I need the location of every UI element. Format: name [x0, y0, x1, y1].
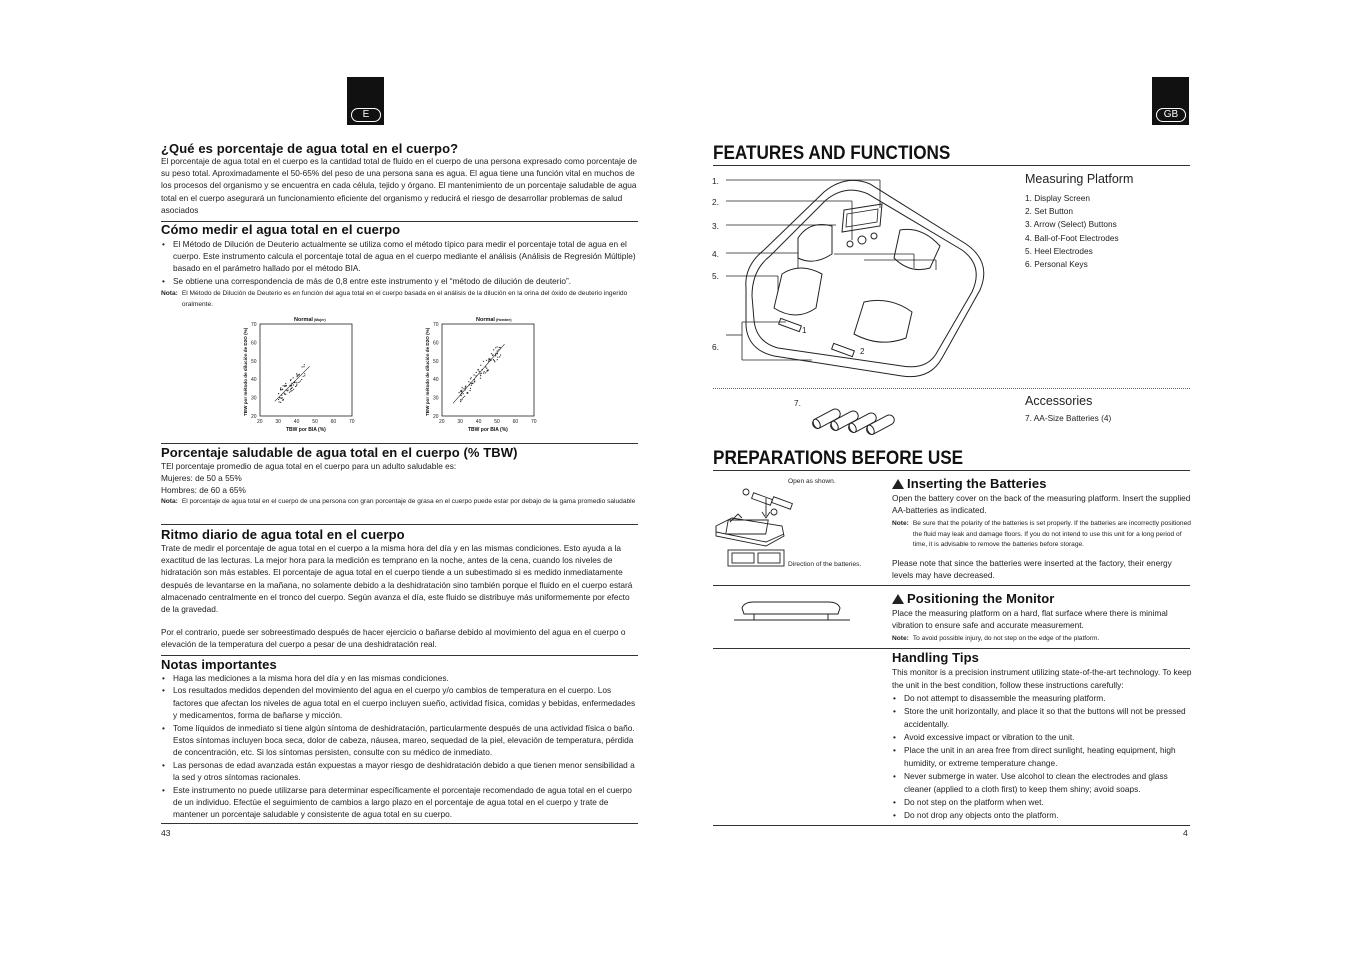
list-item: • Haga las mediciones a la misma hora del día y en las mismas condiciones. [161, 672, 639, 684]
note-text: El Método de Dilución de Deuterio es en función del agua total en el cuerpo basada en el análisis de la dilución en la orina del óxido de deuterio ingerido oralmente. [181, 290, 628, 308]
section-divider [161, 655, 638, 656]
key-label: 1 [802, 326, 807, 335]
data-point [494, 360, 495, 361]
data-point [470, 378, 471, 379]
regression-line [275, 366, 310, 401]
data-point [304, 364, 305, 365]
accessories-list [1025, 412, 1111, 425]
data-point [296, 373, 297, 374]
data-point [481, 373, 482, 374]
data-point [497, 346, 498, 347]
platform-side-illustration [734, 598, 850, 626]
x-tick-label: 30 [275, 419, 281, 425]
data-point [300, 381, 301, 382]
data-point [472, 383, 473, 384]
data-point [464, 396, 465, 397]
data-point [460, 401, 461, 402]
data-point [303, 376, 304, 377]
data-point [302, 366, 303, 367]
text-line-men: Hombres: de 60 a 65% [161, 485, 246, 496]
data-point [495, 355, 496, 356]
data-point [296, 382, 297, 383]
data-point [293, 377, 294, 378]
data-point [463, 397, 464, 398]
features-title: FEATURES AND FUNCTIONS [713, 142, 951, 164]
data-point [461, 391, 462, 392]
callout-7: 7. [794, 398, 801, 408]
y-tick-label: 40 [251, 377, 257, 384]
data-point [283, 385, 284, 386]
data-point [480, 365, 481, 366]
data-point [278, 393, 279, 394]
data-point [493, 349, 494, 350]
data-point [293, 384, 294, 385]
list-item: • Las personas de edad avanzada están expuestas a mayor riesgo de deshidratación debido a que tienen menor sensibilidad a la sed y otros síntomas racionales. [161, 759, 639, 784]
x-tick-label: 70 [531, 419, 537, 425]
data-point [479, 371, 480, 372]
data-point [497, 357, 498, 358]
data-point [463, 388, 464, 389]
data-point [476, 372, 477, 373]
bullet-list [161, 672, 639, 821]
aa-batteries-illustration [806, 396, 906, 438]
note-label: Note: [892, 520, 909, 527]
section-divider [161, 823, 638, 824]
text-line: TEl porcentaje promedio de agua total en el cuerpo para un adulto saludable es: [161, 461, 457, 471]
data-point [499, 347, 500, 348]
list-item: • Se obtiene una correspondencia de más de 0,8 entre este instrumento y el “método de dilución de deuterio”. [161, 275, 639, 287]
data-point [461, 395, 462, 396]
list-item: • Store the unit horizontally, and place it so that the buttons will not be pressed accidentally. [892, 705, 1192, 731]
data-point [304, 375, 305, 376]
chart-title-sub: (Hombre) [495, 318, 512, 322]
x-tick-label: 40 [475, 419, 482, 425]
data-point [290, 379, 291, 380]
list-item: 6. Personal Keys [1025, 259, 1088, 270]
data-point [280, 387, 281, 388]
x-tick-label: 60 [330, 419, 337, 425]
data-point [303, 366, 304, 367]
handling-tips-title: Handling Tips [892, 650, 980, 665]
section-body-healthy-tbw [161, 460, 639, 497]
y-tick-label: 60 [251, 340, 257, 347]
data-point [497, 350, 498, 351]
list-item: 5. Heel Electrodes [1025, 245, 1093, 256]
data-point [291, 385, 292, 386]
section-divider [713, 165, 1190, 166]
data-point [284, 386, 285, 387]
y-tick-label: 40 [433, 377, 439, 384]
data-point [493, 359, 494, 360]
key-label: 2 [860, 347, 865, 356]
data-point [484, 371, 485, 372]
y-axis-label: TBW por método de dilución de D2O (%) [425, 327, 430, 416]
section-title-what-is-tbw: ¿Qué es porcentaje de agua total en el cuerpo? [161, 141, 459, 156]
measuring-platform-title: Measuring Platform [1025, 172, 1134, 186]
data-point [474, 374, 475, 375]
note-positioning [892, 634, 1192, 645]
data-point [285, 386, 286, 387]
section-body-how-to-measure [161, 238, 639, 287]
list-item: • Avoid excessive impact or vibration to the unit. [892, 731, 1192, 744]
data-point [465, 387, 466, 388]
right-page [676, 0, 1351, 954]
inserting-batteries-text-2: Please note that since the batteries were inserted at the factory, their energy levels may have decreased. [892, 558, 1172, 581]
list-item: 1. Display Screen [1025, 193, 1091, 203]
callout-2: 2. [712, 197, 719, 207]
data-point [499, 356, 500, 357]
y-tick-label: 20 [433, 414, 439, 420]
data-point [289, 392, 290, 393]
chart-title: Normal(Hombre) [476, 317, 512, 323]
language-tab-e [347, 77, 384, 125]
list-item: • El Método de Dilución de Deuterio actualmente se utiliza como el método típico para medir el porcentaje total de agua en el cuerpo. Este instrumento calcula el porcentaje total de agua en el cuerpo mediante el análisis (Análisis de Regresión Múltiple) basado en el parámetro hallado por el método BIA. [161, 238, 639, 275]
list-item: 4. Ball-of-Foot Electrodes [1025, 232, 1119, 243]
x-tick-label: 60 [512, 419, 519, 425]
data-point [285, 383, 286, 384]
positioning-title [892, 592, 1054, 606]
list-item: • Los resultados medidos dependen del movimiento del agua en el cuerpo y/o cambios de temperatura en el cuerpo. Los factores que afectan los niveles de agua total en el cuerpo incluyen sueño, actividad física, comidas y bebidas, enfermedades y medicamentos, forma de bañarse y micción. [161, 684, 639, 721]
handling-intro: This monitor is a precision instrument utilizing state-of-the-art technology. To keep the unit in the best condition, follow these instructions carefully: [892, 667, 1192, 690]
data-point [281, 389, 282, 390]
page-number: 43 [161, 828, 171, 838]
callout-6: 6. [712, 342, 719, 352]
data-point [282, 397, 283, 398]
section-title-how-to-measure [161, 223, 400, 237]
data-point [471, 377, 472, 378]
list-item: • Never submerge in water. Use alcohol to clean the electrodes and glass cleaner (applied to a cloth first) to keep them shiny; avoid soaps. [892, 770, 1192, 796]
callout-3: 3. [712, 221, 719, 231]
data-point [486, 371, 487, 372]
section-text-what-is-tbw: El porcentaje de agua total en el cuerpo es la cantidad total de fluido en el cuerpo de una persona expresado como porcentaje de su peso total. Aproximadamente el 50-65% del peso de una persona sana es agua. El agua tiene una función vital en muchos de los procesos del organismo y se encuentra en cada célula, tejido y órgano. El mantenimiento de un porcentaje saludable de agua total en el cuerpo asegurará un funcionamiento eficiente del organismo y reducirá el riesgo de desarrollar problemas de salud asociados [161, 156, 638, 215]
data-point [480, 375, 481, 376]
regression-line [453, 344, 505, 403]
callout-1: 1. [712, 176, 719, 186]
section-divider [713, 648, 1190, 649]
note-label: Nota: [161, 498, 178, 505]
x-tick-label: 20 [439, 419, 445, 425]
x-tick-label: 50 [312, 419, 318, 425]
data-point [486, 360, 487, 361]
bullet-list [161, 238, 639, 287]
data-point [298, 382, 299, 383]
y-tick-label: 70 [433, 322, 439, 328]
data-point [282, 400, 283, 401]
x-axis-label: TBW por BIA (%) [286, 427, 326, 433]
list-item: 2. Set Button [1025, 206, 1073, 217]
section-title-daily-rhythm: Ritmo diario de agua total en el cuerpo [161, 527, 405, 542]
data-point [287, 390, 288, 391]
data-point [468, 381, 469, 382]
y-tick-label: 50 [251, 358, 257, 365]
data-point [491, 353, 492, 354]
section-text-daily-rhythm-2: Por el contrario, puede ser sobreestimado después de hacer ejercicio o bañarse debido al movimiento del agua en el cuerpo o elevación de la temperatura del cuerpo a pesar de una deshidratación real. [161, 627, 626, 650]
chart-normal-male [420, 312, 542, 440]
dotted-divider [713, 388, 1190, 389]
data-point [460, 391, 461, 392]
chart-title-sub: (Mujer) [313, 318, 326, 322]
note-label: Note: [892, 635, 909, 642]
section-text-daily-rhythm: Trate de medir el porcentaje de agua total en el cuerpo a la misma hora del día y en las mismas condiciones. Esto ayuda a la exactitud de las lecturas. La mejor hora para la medición es temprano en la noche, antes de la cena, cuando los niveles de hidratación son más estables. El porcentaje de agua total en el cuerpo tiende a un subestimado si es medido inmediatamente después de levantarse en la mañana, no solamente debido a la deshidratación sino también porque el fluido en el cuerpo estará almacenado centralmente en el tronco del cuerpo. Según avanza el día, este fluido se distribuye más uniformemente por efecto de la gravedad. [161, 543, 633, 615]
note-text: To avoid possible injury, do not step on the edge of the platform. [912, 635, 1100, 642]
data-point [497, 359, 498, 360]
note-text: Be sure that the polarity of the batteries is set properly. If the batteries are incorrectly positioned the fluid may leak and damage floors. If you do not intend to use this unit for a long period of time, it is advisable to remove the batteries before storage. [912, 520, 1191, 549]
inserting-batteries-text: Open the battery cover on the back of the measuring platform. Insert the supplied AA-batteries as indicated. [892, 493, 1191, 516]
data-point [279, 401, 280, 402]
list-item: • Do not drop any objects onto the platform. [892, 809, 1192, 822]
warning-icon [892, 479, 904, 489]
callout-4: 4. [712, 249, 719, 259]
list-item: 3. Arrow (Select) Buttons [1025, 219, 1117, 230]
data-point [278, 399, 279, 400]
list-item: • Do not step on the platform when wet. [892, 796, 1192, 809]
data-point [470, 390, 471, 391]
data-point [480, 378, 481, 379]
figure-label-direction: Direction of the batteries. [788, 561, 862, 568]
section-title-healthy-tbw: Porcentaje saludable de agua total en el cuerpo (% TBW) [161, 445, 518, 460]
positioning-text: Place the measuring platform on a hard, flat surface where there is minimal vibration to ensure safe and accurate measurement. [892, 608, 1168, 631]
y-tick-label: 30 [433, 395, 439, 402]
bullet-list [892, 692, 1192, 822]
figure-label-open: Open as shown. [788, 478, 836, 485]
x-tick-label: 40 [293, 419, 300, 425]
callout-5: 5. [712, 271, 719, 281]
list-item: 7. AA-Size Batteries (4) [1025, 413, 1112, 423]
data-point [461, 399, 462, 400]
x-tick-label: 20 [257, 419, 263, 425]
section-divider [713, 585, 1190, 586]
y-tick-label: 20 [251, 414, 257, 420]
note-deuterium [161, 289, 639, 310]
page-number: 4 [1183, 828, 1188, 838]
y-tick-label: 70 [251, 322, 257, 328]
data-point [483, 373, 484, 374]
list-item: • Este instrumento no puede utilizarse para determinar específicamente el porcentaje recomendado de agua total en el cuerpo de un individuo. Efectúe el seguimiento de cambios a largo plazo en el porcentaje de agua total en el cuerpo y trate de mantener un porcentaje saludable y consistente de agua total en su cuerpo. [161, 784, 639, 821]
section-body-important-notes [161, 672, 639, 821]
section-divider [161, 443, 638, 444]
note-label: Nota: [161, 290, 178, 297]
data-point [477, 369, 478, 370]
data-point [495, 347, 496, 348]
y-tick-label: 30 [251, 395, 257, 402]
data-point [290, 391, 291, 392]
data-point [301, 379, 302, 380]
x-tick-label: 70 [349, 419, 355, 425]
section-title-text: Positioning the Monitor [907, 591, 1055, 606]
data-point [298, 374, 299, 375]
y-axis-label: TBW por método de dilución de D2O (%) [243, 327, 248, 416]
accessories-title: Accessories [1025, 394, 1093, 408]
data-point [291, 390, 292, 391]
data-point [280, 397, 281, 398]
data-point [296, 385, 297, 386]
data-point [462, 398, 463, 399]
data-point [304, 373, 305, 374]
chart-title: Normal(Mujer) [294, 317, 326, 323]
data-point [500, 354, 501, 355]
language-tab-label: E [351, 108, 381, 122]
data-point [459, 392, 460, 393]
section-divider [713, 470, 1190, 471]
note-text: El porcentaje de agua total en el cuerpo de una persona con gran porcentaje de grasa en el cuerpo puede estar por debajo de la gama promedio saludable [181, 498, 636, 505]
data-point [485, 366, 486, 367]
note-fat [161, 497, 639, 508]
data-point [295, 386, 296, 387]
data-point [296, 384, 297, 385]
battery-cover-illustration [712, 476, 796, 572]
data-point [471, 385, 472, 386]
x-tick-label: 30 [457, 419, 463, 425]
data-point [486, 368, 487, 369]
section-divider [161, 524, 638, 525]
data-point [280, 389, 281, 390]
language-tab-gb [1152, 77, 1189, 125]
data-point [467, 393, 468, 394]
data-point [489, 358, 490, 359]
data-point [492, 355, 493, 356]
section-title-important-notes: Notas importantes [161, 657, 277, 672]
data-point [480, 373, 481, 374]
data-point [474, 381, 475, 382]
section-title-text: Inserting the Batteries [907, 476, 1047, 491]
inserting-batteries-title [892, 477, 1047, 491]
data-point [470, 388, 471, 389]
data-point [297, 375, 298, 376]
handling-tips-body [892, 666, 1192, 822]
data-point [483, 361, 484, 362]
chart-normal-female [238, 312, 360, 440]
list-item: • Place the unit in an area free from direct sunlight, heating equipment, high humidity, or extreme temperature change. [892, 744, 1192, 770]
data-point [291, 388, 292, 389]
y-tick-label: 60 [433, 340, 439, 347]
y-tick-label: 50 [433, 358, 439, 365]
text-line-women: Mujeres: de 50 a 55% [161, 473, 242, 484]
language-tab-label: GB [1156, 108, 1186, 122]
section-title-text: Cómo medir el agua total en el cuerpo [161, 222, 401, 237]
section-divider [713, 825, 1190, 826]
x-tick-label: 50 [494, 419, 500, 425]
data-point [280, 402, 281, 403]
data-point [462, 387, 463, 388]
measuring-platform-illustration [704, 170, 1004, 385]
measuring-platform-list [1025, 192, 1119, 271]
data-point [293, 389, 294, 390]
note-batteries [892, 519, 1192, 551]
preparations-title: PREPARATIONS BEFORE USE [713, 447, 964, 469]
data-point [485, 372, 486, 373]
warning-icon [892, 594, 904, 604]
list-item: • Tome líquidos de inmediato si tiene algún síntoma de deshidratación, particularmente después de una actividad física o baño. Estos síntomas incluyen boca seca, dolor de cabeza, náusea, mareo, sequedad de la piel, elevación de temperatura, pérdida de concentración, etc. Si los síntomas persisten, consulte con su médico de inmediato. [161, 722, 639, 759]
data-point [297, 376, 298, 377]
data-point [494, 361, 495, 362]
data-point [284, 394, 285, 395]
x-axis-label: TBW por BIA (%) [468, 427, 508, 433]
data-point [463, 393, 464, 394]
list-item: • Do not attempt to disassemble the measuring platform. [892, 692, 1192, 705]
